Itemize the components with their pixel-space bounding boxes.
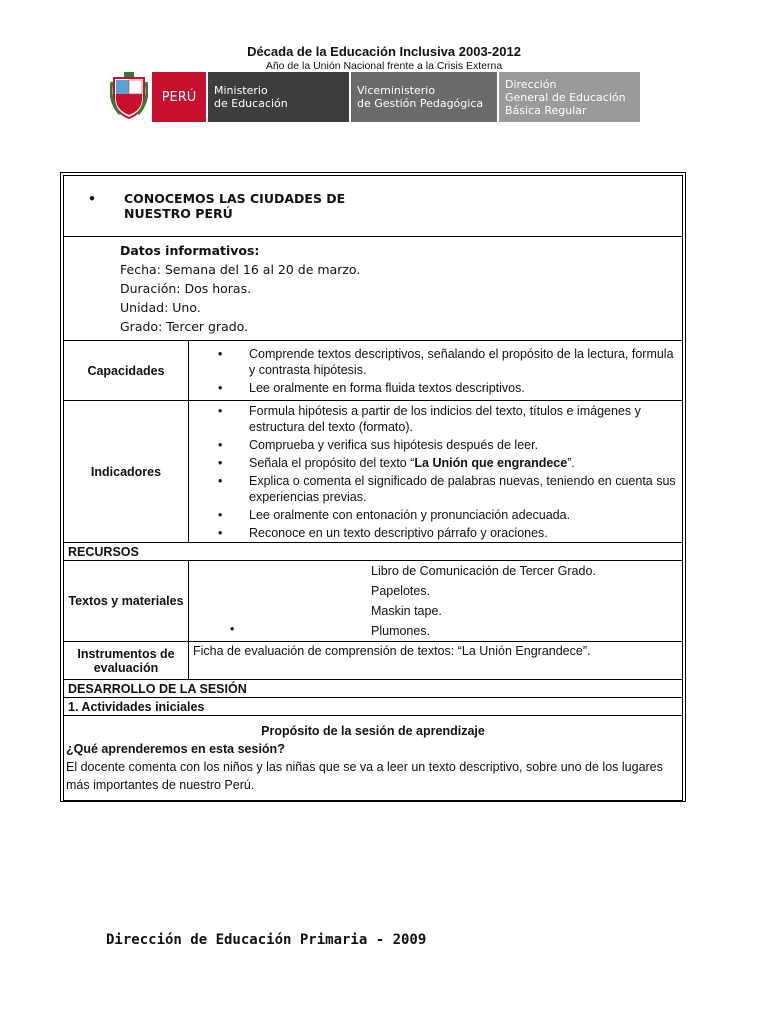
capacidades-list (189, 341, 683, 401)
capacidades-label: Capacidades (64, 341, 189, 401)
header-title: Década de la Educación Inclusiva 2003-2012 (247, 44, 521, 59)
logo-direccion: Dirección General de Educación Básica Regular (497, 72, 640, 122)
textos-materiales-label: Textos y materiales (64, 561, 189, 642)
indicadores-list (189, 401, 683, 543)
list-item: • Reconoce en un texto descriptivo párrafo y oraciones. (249, 524, 678, 542)
proposito-section: Propósito de la sesión de aprendizaje ¿Qué aprenderemos en esta sesión? El docente comenta con los niños y las niñas que se va a leer un texto descriptivo, sobre uno de los lugares más importantes de nuestro Perú. (64, 716, 683, 801)
logo-ministerio: Ministerio de Educación (206, 72, 349, 122)
header-subtitle: Año de la Unión Nacional frente a la Crisis Externa (265, 60, 503, 72)
list-item: • Explica o comenta el significado de palabras nuevas, teniendo en cuenta sus experiencias previas. (249, 472, 678, 506)
list-item: • Formula hipótesis a partir de los indicios del texto, títulos e imágenes y estructura del texto (formato). (249, 402, 678, 436)
recursos-heading: RECURSOS (64, 543, 683, 561)
desarrollo-heading: DESARROLLO DE LA SESIÓN (64, 680, 683, 698)
instrumentos-text: Ficha de evaluación de comprensión de textos: “La Unión Engrandece”. (189, 642, 683, 680)
list-item: • Señala el propósito del texto “La Unión que engrandece”. (249, 454, 678, 472)
list-item: • Lee oralmente en forma fluida textos descriptivos. (249, 379, 678, 397)
coat-of-arms-icon (110, 72, 148, 120)
indicadores-label: Indicadores (64, 401, 189, 543)
list-item: • Comprueba y verifica sus hipótesis después de leer. (249, 436, 678, 454)
footer-text: Dirección de Educación Primaria - 2009 (106, 932, 427, 948)
session-table (63, 175, 683, 801)
instrumentos-label: Instrumentos de evaluación (64, 642, 189, 680)
ministry-logo-banner (110, 72, 640, 122)
materiales-list: Libro de Comunicación de Tercer Grado. Papelotes. Maskin tape. Plumones. • (189, 561, 683, 642)
datos-informativos: Datos informativos: Fecha: Semana del 16 al 20 de marzo. Duración: Dos horas. Unidad: Uno. Grado: Tercer grado. (64, 237, 683, 341)
logo-peru: PERÚ (152, 72, 206, 122)
list-item: • Comprende textos descriptivos, señalando el propósito de la lectura, formula y contrasta hipótesis. (249, 345, 678, 379)
logo-viceministerio: Viceministerio de Gestión Pedagógica (349, 72, 497, 122)
session-title: • CONOCEMOS LAS CIUDADES DE NUESTRO PERÚ (64, 176, 683, 237)
list-item: • Lee oralmente con entonación y pronunciación adecuada. (249, 506, 678, 524)
actividades-iniciales: 1. Actividades iniciales (64, 698, 683, 716)
